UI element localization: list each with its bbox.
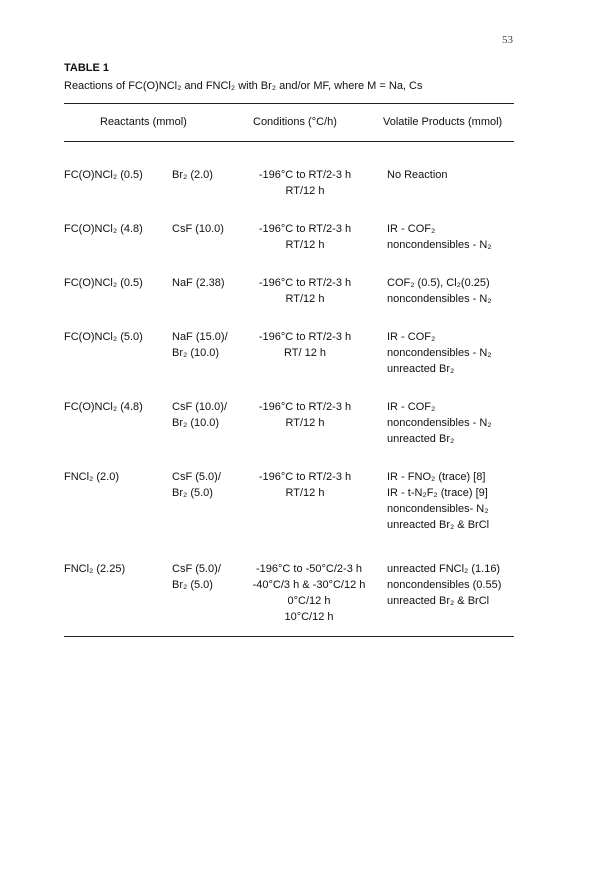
products-cell	[387, 329, 492, 377]
reagent-cell	[172, 329, 228, 361]
products-cell	[387, 167, 448, 183]
reactant-cell: FNCl₂ (2.25)	[64, 563, 126, 575]
product-line: IR - COF₂	[387, 223, 436, 235]
table-label: TABLE 1	[64, 62, 110, 74]
condition-line: -196°C to RT/2-3 h	[258, 169, 352, 181]
condition-line: -196°C to RT/2-3 h	[258, 331, 352, 343]
reagent-line: Br₂ (5.0)	[172, 579, 213, 591]
condition-line: -196°C to RT/2-3 h	[258, 401, 352, 413]
condition-line: 10°C/12 h	[284, 611, 334, 623]
products-cell	[387, 399, 492, 447]
conditions-cell	[245, 329, 365, 361]
products-cell	[387, 221, 492, 253]
product-line: unreacted Br₂	[387, 433, 455, 445]
bottom-rule	[64, 636, 514, 637]
condition-line: -40°C/3 h & -30°C/12 h	[252, 579, 366, 591]
condition-line: RT/12 h	[285, 293, 325, 305]
reactant-cell: FC(O)NCl₂ (4.8)	[64, 223, 143, 235]
reactant-cell: FC(O)NCl₂ (0.5)	[64, 169, 143, 181]
condition-line: -196°C to RT/2-3 h	[258, 471, 352, 483]
reagent-line: CsF (10.0)/	[172, 401, 228, 413]
condition-line: RT/12 h	[285, 417, 325, 429]
conditions-cell	[245, 469, 365, 501]
condition-line: RT/12 h	[285, 239, 325, 251]
reagent-cell	[172, 469, 221, 501]
condition-line: 0°C/12 h	[287, 595, 331, 607]
conditions-cell	[245, 275, 365, 307]
condition-line: -196°C to RT/2-3 h	[258, 223, 352, 235]
conditions-cell	[245, 399, 365, 431]
conditions-cell	[245, 221, 365, 253]
header-rule	[64, 141, 514, 142]
condition-line: RT/ 12 h	[284, 347, 326, 359]
reagent-cell	[172, 221, 224, 237]
header-conditions: Conditions (°C/h)	[253, 116, 337, 128]
header-reactants: Reactants (mmol)	[100, 116, 187, 128]
condition-line: RT/12 h	[285, 487, 325, 499]
product-line: unreacted Br₂ & BrCl	[387, 519, 490, 531]
condition-line: RT/12 h	[285, 185, 325, 197]
product-line: noncondensibles - N₂	[387, 293, 492, 305]
reagent-line: CsF (10.0)	[172, 223, 224, 235]
products-cell	[387, 275, 492, 307]
product-line: noncondensibles - N₂	[387, 417, 492, 429]
conditions-cell	[240, 561, 378, 625]
reagent-line: Br₂ (10.0)	[172, 347, 220, 359]
product-line: unreacted FNCl₂ (1.16)	[387, 563, 501, 575]
page-number: 53	[502, 34, 513, 46]
conditions-cell	[245, 167, 365, 199]
reagent-line: CsF (5.0)/	[172, 563, 221, 575]
reagent-line: Br₂ (2.0)	[172, 169, 213, 181]
reagent-line: Br₂ (5.0)	[172, 487, 213, 499]
product-line: COF₂ (0.5), Cl₂(0.25)	[387, 277, 490, 289]
product-line: IR - COF₂	[387, 401, 436, 413]
condition-line: -196°C to -50°C/2-3 h	[255, 563, 362, 575]
reactant-cell: FC(O)NCl₂ (0.5)	[64, 277, 143, 289]
reagent-cell	[172, 561, 221, 593]
product-line: IR - FNO₂ (trace) [8]	[387, 471, 486, 483]
reagent-line: NaF (2.38)	[172, 277, 225, 289]
reagent-cell	[172, 399, 227, 431]
product-line: unreacted Br₂ & BrCl	[387, 595, 490, 607]
top-rule	[64, 103, 514, 104]
product-line: noncondensibles (0.55)	[387, 579, 502, 591]
product-line: IR - COF₂	[387, 331, 436, 343]
reactant-cell: FC(O)NCl₂ (5.0)	[64, 331, 143, 343]
product-line: unreacted Br₂	[387, 363, 455, 375]
product-line: IR - t-N₂F₂ (trace) [9]	[387, 487, 488, 499]
reagent-line: NaF (15.0)/	[172, 331, 228, 343]
reagent-cell	[172, 275, 225, 291]
header-products: Volatile Products (mmol)	[383, 116, 503, 128]
table-caption: Reactions of FC(O)NCl₂ and FNCl₂ with Br₂ and/or MF, where M = Na, Cs	[64, 80, 423, 92]
reagent-line: Br₂ (10.0)	[172, 417, 220, 429]
product-line: noncondensibles - N₂	[387, 239, 492, 251]
reactant-cell: FNCl₂ (2.0)	[64, 471, 119, 483]
products-cell	[387, 469, 489, 533]
condition-line: -196°C to RT/2-3 h	[258, 277, 352, 289]
reagent-cell	[172, 167, 213, 183]
product-line: noncondensibles - N₂	[387, 347, 492, 359]
reagent-line: CsF (5.0)/	[172, 471, 221, 483]
product-line: No Reaction	[387, 169, 448, 181]
products-cell	[387, 561, 501, 609]
reactant-cell: FC(O)NCl₂ (4.8)	[64, 401, 143, 413]
product-line: noncondensibles- N₂	[387, 503, 489, 515]
